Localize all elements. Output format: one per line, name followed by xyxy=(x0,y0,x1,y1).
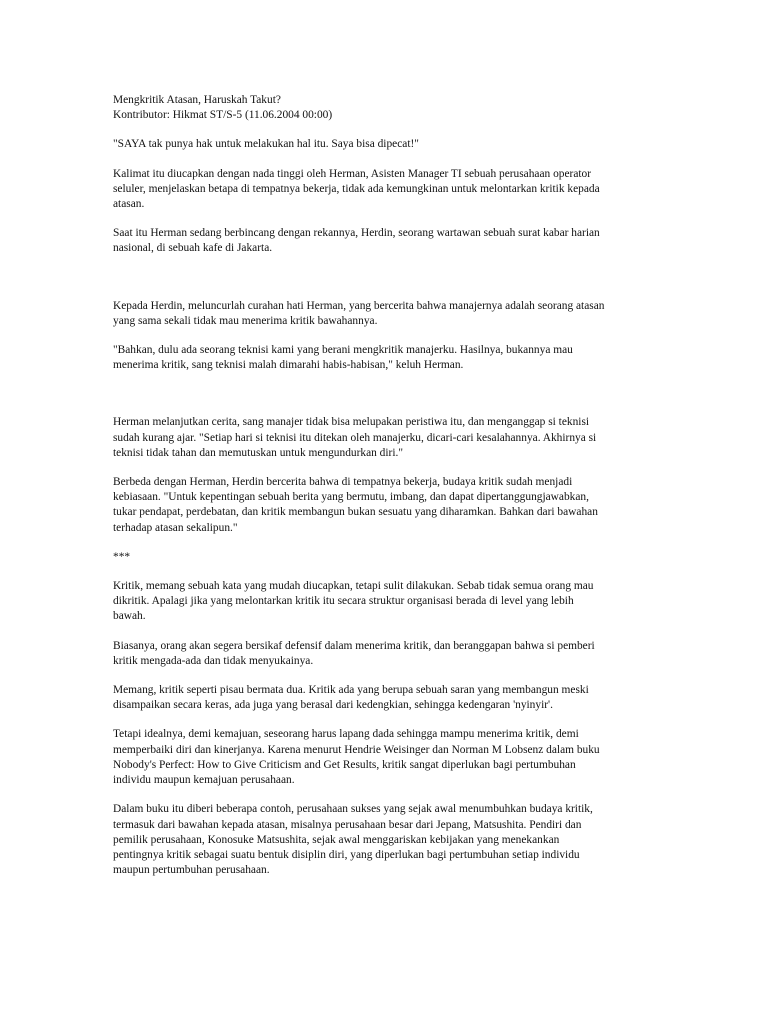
spacer xyxy=(113,461,658,475)
paragraph-9 xyxy=(113,639,658,669)
text-line: Kritik, memang sebuah kata yang mudah diucapkan, tetapi sulit dilakukan. Sebab tidak semua orang mau xyxy=(113,580,594,593)
spacer xyxy=(113,713,658,727)
spacer xyxy=(113,123,658,137)
text-line: yang sama sekali tidak mau menerima kritik bawahannya. xyxy=(113,314,378,327)
text-line: "Bahkan, dulu ada seorang teknisi kami yang berani mengkritik manajerku. Hasilnya, bukannya mau xyxy=(113,344,573,357)
document-page xyxy=(113,93,658,878)
spacer xyxy=(113,373,658,415)
text-line: tukar pendapat, perdebatan, dan kritik membangun bukan sesuatu yang diharamkan. Bahkan dari bawahan xyxy=(113,506,598,519)
spacer xyxy=(113,625,658,639)
text-line: Nobody's Perfect: How to Give Criticism and Get Results, kritik sangat diperlukan bagi pertumbuhan xyxy=(113,758,576,771)
paragraph-8 xyxy=(113,579,658,625)
text-line: pemilik perusahaan, Konosuke Matsushita, sejak awal menggariskan kebijakan yang menekankan xyxy=(113,833,560,846)
text-line: Memang, kritik seperti pisau bermata dua. Kritik ada yang berupa sebuah saran yang membangun meski xyxy=(113,684,589,697)
section-separator xyxy=(113,550,658,565)
document-contributor: Kontributor: Hikmat ST/S-5 (11.06.2004 00:00) xyxy=(113,109,333,122)
text-line: Dalam buku itu diberi beberapa contoh, perusahaan sukses yang sejak awal menumbuhkan budaya kritik, xyxy=(113,803,593,816)
text-line: Kalimat itu diucapkan dengan nada tinggi oleh Herman, Asisten Manager TI sebuah perusahaan operator xyxy=(113,167,592,180)
text-line: individu maupun kemajuan perusahaan. xyxy=(113,774,295,787)
text-line: *** xyxy=(113,550,131,563)
paragraph-12 xyxy=(113,802,658,878)
text-line: Herman melanjutkan cerita, sang manajer tidak bisa melupakan peristiwa itu, dan menganggap si teknisi xyxy=(113,416,590,429)
paragraph-1 xyxy=(113,137,658,152)
text-line: menerima kritik, sang teknisi malah dimarahi habis-habisan," keluh Herman. xyxy=(113,359,464,372)
document-title: Mengkritik Atasan, Haruskah Takut? xyxy=(113,94,281,106)
paragraph-7 xyxy=(113,475,658,536)
text-line: termasuk dari bawahan kepada atasan, misalnya perusahaan besar dari Jepang, Matsushita. Pendiri dan xyxy=(113,818,582,831)
spacer xyxy=(113,257,658,299)
paragraph-10 xyxy=(113,683,658,713)
text-line: Biasanya, orang akan segera bersikaf defensif dalam menerima kritik, dan beranggapan bahwa si pemberi xyxy=(113,639,595,652)
paragraph-3 xyxy=(113,226,658,256)
text-line: kritik mengada-ada dan tidak menyukainya. xyxy=(113,654,314,667)
text-line: bawah. xyxy=(113,610,146,623)
text-line: atasan. xyxy=(113,198,145,211)
spacer xyxy=(113,212,658,226)
text-line: sudah kurang ajar. "Setiap hari si teknisi itu ditekan oleh manajerku, dicari-cari kesalahannya. Akhirnya si xyxy=(113,431,597,444)
text-line: "SAYA tak punya hak untuk melakukan hal itu. Saya bisa dipecat!" xyxy=(113,138,419,151)
text-line: seluler, menjelaskan betapa di tempatnya bekerja, tidak ada kemungkinan untuk melontarkan kritik kepada xyxy=(113,182,600,195)
text-line: teknisi tidak tahan dan memutuskan untuk mengundurkan diri." xyxy=(113,446,403,459)
text-line: Tetapi idealnya, demi kemajuan, seseorang harus lapang dada sehingga mampu menerima kritik, demi xyxy=(113,728,579,741)
paragraph-11 xyxy=(113,727,658,788)
paragraph-2 xyxy=(113,167,658,213)
text-line: maupun pertumbuhan perusahaan. xyxy=(113,864,270,877)
text-line: Berbeda dengan Herman, Herdin bercerita bahwa di tempatnya bekerja, budaya kritik sudah menjadi xyxy=(113,476,573,489)
text-line: dikritik. Apalagi jika yang melontarkan kritik itu secara struktur organisasi berada di level yang lebih xyxy=(113,595,574,608)
spacer xyxy=(113,153,658,167)
spacer xyxy=(113,788,658,802)
paragraph-6 xyxy=(113,415,658,461)
spacer xyxy=(113,536,658,550)
text-line: terhadap atasan sekalipun." xyxy=(113,521,238,534)
paragraph-4 xyxy=(113,299,658,329)
text-line: pentingnya kritik sebagai suatu bentuk disiplin diri, yang diperlukan bagi pertumbuhan setiap individu xyxy=(113,848,580,861)
spacer xyxy=(113,669,658,683)
text-line: disampaikan secara keras, ada juga yang berasal dari kedengkian, sehingga kedengaran 'nyinyir'. xyxy=(113,699,553,712)
paragraph-5 xyxy=(113,343,658,373)
spacer xyxy=(113,329,658,343)
text-line: nasional, di sebuah kafe di Jakarta. xyxy=(113,242,273,255)
text-line: memperbaiki diri dan kinerjanya. Karena menurut Hendrie Weisinger dan Norman M Lobsenz dalam buku xyxy=(113,743,600,756)
text-line: Kepada Herdin, meluncurlah curahan hati Herman, yang bercerita bahwa manajernya adalah seorang atasan xyxy=(113,299,605,312)
document-header xyxy=(113,93,658,123)
spacer xyxy=(113,565,658,579)
text-line: kebiasaan. "Untuk kepentingan sebuah berita yang bermutu, imbang, dan dapat dipertanggungjawabkan, xyxy=(113,491,589,504)
text-line: Saat itu Herman sedang berbincang dengan rekannya, Herdin, seorang wartawan sebuah surat kabar harian xyxy=(113,227,600,240)
